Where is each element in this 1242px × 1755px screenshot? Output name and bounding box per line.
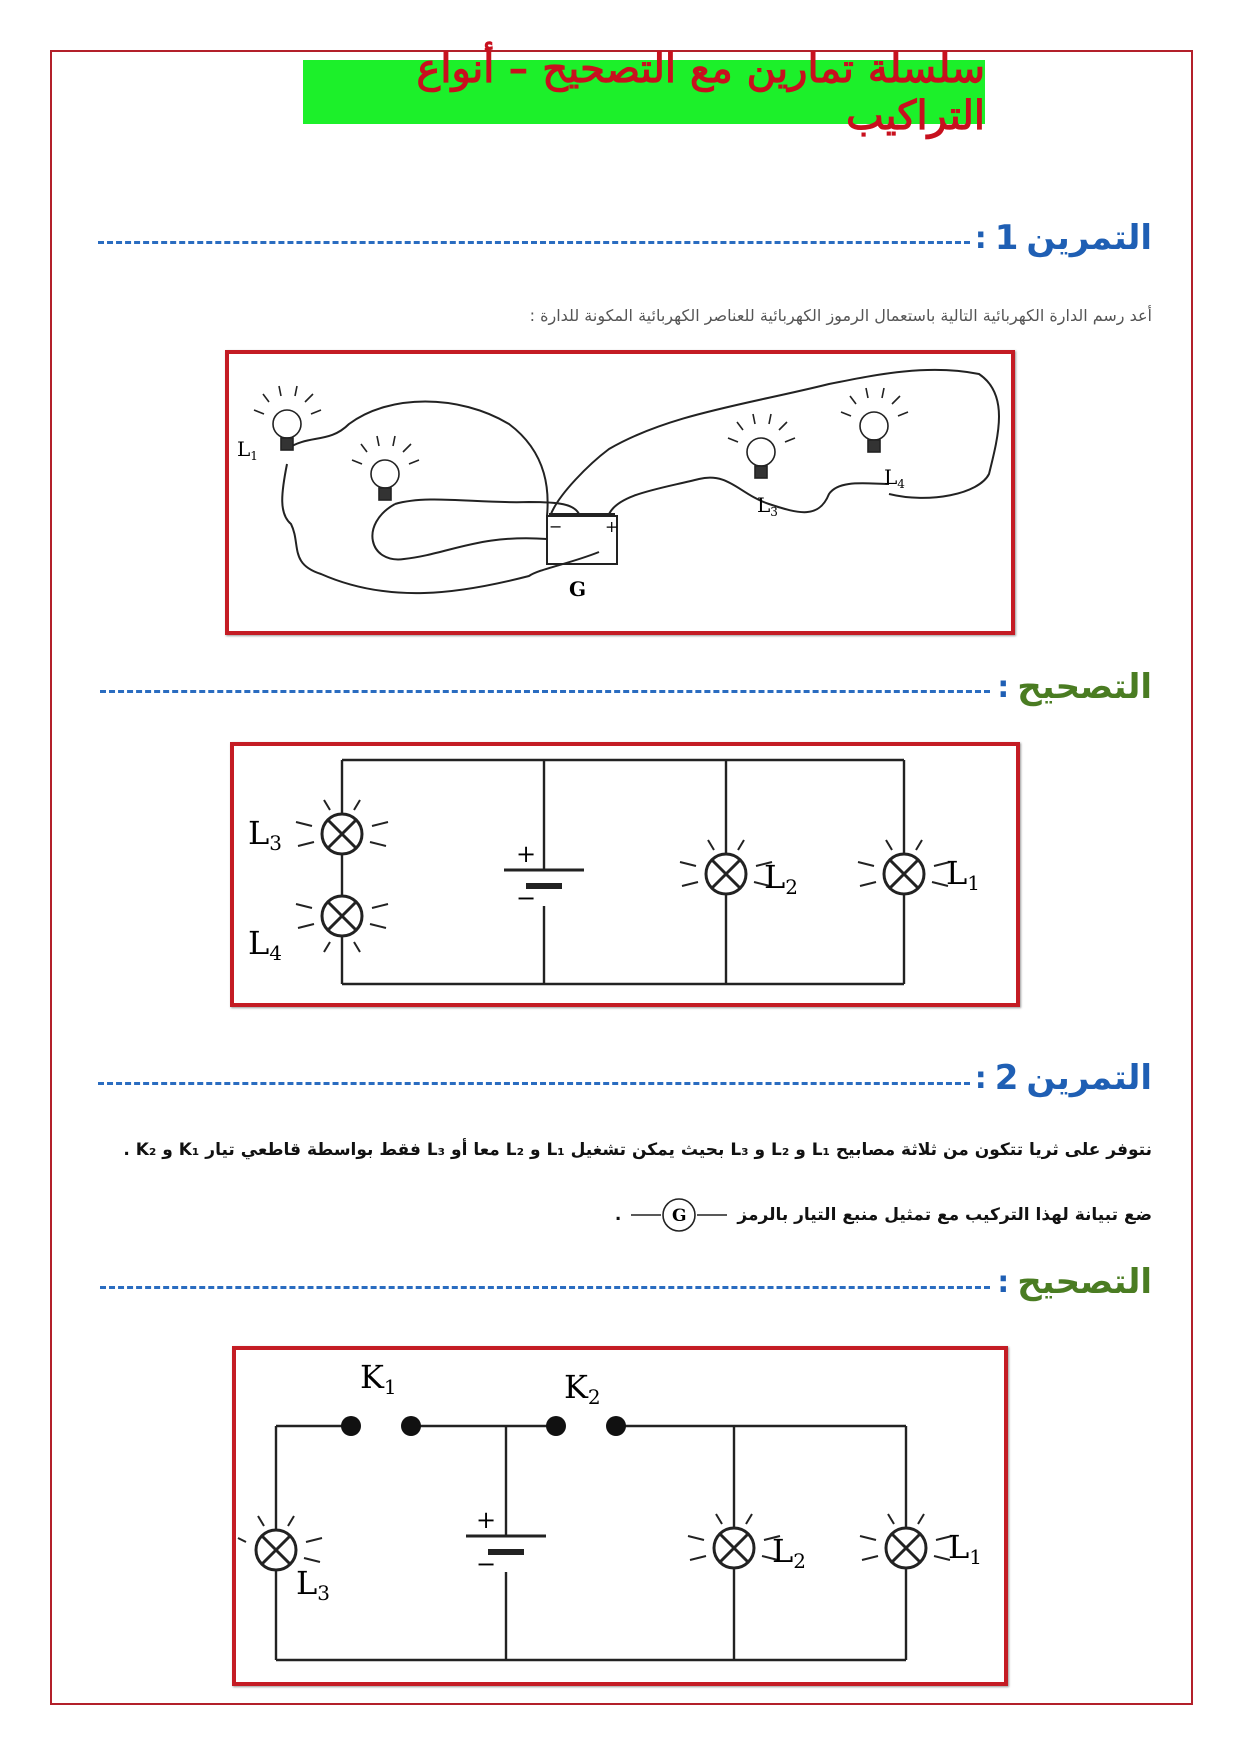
wire (372, 504, 547, 559)
correction1-divider (100, 690, 990, 693)
exercise1-divider (98, 241, 970, 244)
page-title: سلسلة تمارين مع التصحيح – أنواع التراكيب (416, 45, 985, 139)
generator-label: G (569, 577, 587, 601)
correction2-svg (236, 1350, 1004, 1682)
exercise1-heading-word: التمرين (1026, 218, 1152, 258)
exercise2-heading-number: 2 (994, 1058, 1019, 1098)
exercise2-line2 (615, 1197, 1152, 1233)
correction2-heading-word: التصحيح (1017, 1262, 1152, 1302)
label-L2: L2 (764, 858, 798, 899)
correction1-svg (234, 746, 1016, 1003)
label-L3: L3 (296, 1564, 330, 1605)
exercise1-heading (975, 218, 1152, 258)
switch-K1 (341, 1416, 421, 1436)
wire (551, 370, 999, 514)
generator-minus: − (549, 517, 563, 536)
exercise1-circuit-svg (229, 354, 1011, 631)
exercise2-heading-word: التمرين (1026, 1058, 1152, 1098)
battery-plus: + (516, 840, 537, 868)
label-L3: $L_3$ (757, 493, 778, 519)
label-L1: L1 (948, 1528, 982, 1569)
exercise1-instruction: أعد رسم الدارة الكهربائية التالية باستعمال الرموز الكهربائية للعناصر الكهربائية المكونة للدارة : (529, 306, 1152, 325)
generator-symbol-letter: G (672, 1206, 687, 1226)
battery-plus: + (476, 1506, 497, 1534)
bulb-icon (352, 436, 419, 500)
correction1-heading-colon: : (997, 669, 1010, 705)
exercise1-heading-number: 1 (994, 218, 1019, 258)
bulb-icon (841, 388, 908, 452)
correction1-heading-word: التصحيح (1017, 667, 1152, 707)
label-L4: $L_4$ (884, 465, 905, 491)
label-L3: L3 (248, 814, 282, 855)
correction2-heading-colon: : (997, 1264, 1010, 1300)
page-title-banner (303, 45, 985, 139)
bulb-icon (728, 414, 795, 478)
exercise1-heading-colon: : (974, 220, 987, 256)
label-L2: L2 (772, 1532, 806, 1573)
switch-K2 (546, 1416, 626, 1436)
exercise2-divider (98, 1082, 970, 1085)
label-L1: L1 (946, 854, 980, 895)
correction2-divider (100, 1286, 990, 1289)
exercise2-line1: نتوفر على ثريا تتكون من ثلاثة مصابيح L₁ و L₂ و L₃ بحيث يمكن تشغيل L₁ و L₂ معا أو L₃ فقط بواسطة قاطعي تيار K₁ و K₂ . (123, 1140, 1152, 1160)
battery-minus: − (516, 884, 537, 912)
battery-minus: − (476, 1550, 497, 1578)
correction2-heading (997, 1262, 1152, 1302)
wire (287, 402, 548, 517)
label-L1: $L_1$ (237, 437, 258, 463)
correction2-schematic (232, 1346, 1008, 1686)
correction1-heading (997, 667, 1152, 707)
label-L4: L4 (248, 924, 282, 965)
label-K1: K1 (360, 1358, 397, 1399)
generator-plus: + (605, 517, 619, 536)
lamp-icon (238, 1516, 322, 1570)
exercise2-heading-colon: : (974, 1060, 987, 1096)
exercise2-line2-end: . (614, 1205, 622, 1225)
label-K2: K2 (564, 1368, 601, 1409)
generator-symbol-icon (631, 1197, 727, 1233)
exercise2-line2-text: ضع تبيانة لهذا التركيب مع تمثيل منبع التيار بالرمز (737, 1205, 1152, 1225)
exercise1-circuit-figure (225, 350, 1015, 635)
correction1-schematic (230, 742, 1020, 1007)
exercise2-heading (975, 1058, 1152, 1098)
wire (609, 478, 889, 514)
